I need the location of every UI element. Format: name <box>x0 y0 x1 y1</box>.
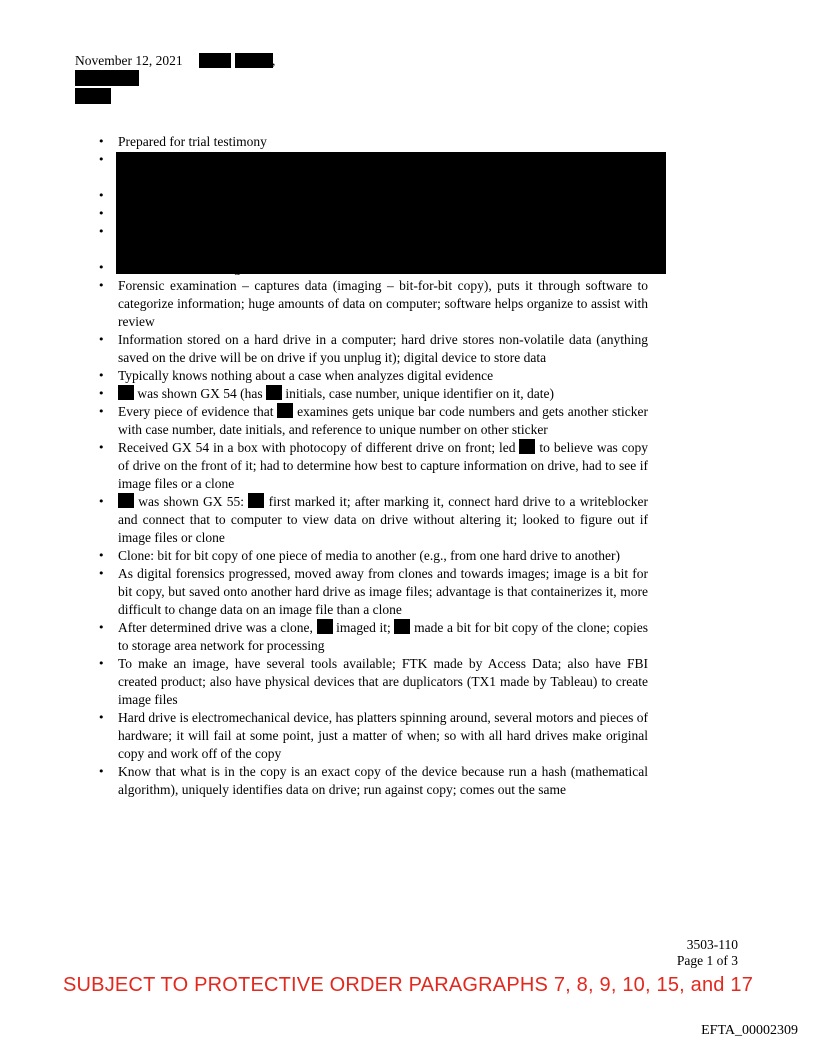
memo-header-line <box>75 53 183 69</box>
list-item <box>118 331 648 367</box>
list-item <box>118 619 648 655</box>
protective-order-notice: SUBJECT TO PROTECTIVE ORDER PARAGRAPHS 7, 8, 9, 10, 15, and 17 <box>62 974 754 996</box>
redaction-inline <box>266 385 282 400</box>
redaction-header-line-2 <box>75 70 139 86</box>
list-item-text: made a bit for bit copy of the clone; copies to storage area network for processing <box>118 620 648 653</box>
list-item <box>118 547 648 565</box>
list-item <box>118 655 648 709</box>
redaction-inline <box>248 493 264 508</box>
list-item-text: first marked it; after marking it, connect hard drive to a writeblocker and connect that to computer to view data on drive without altering it; looked to figure out if image files or clone <box>118 494 648 545</box>
redaction-header-name-2 <box>235 53 276 68</box>
list-item-text: After determined drive was a clone, <box>118 620 317 635</box>
list-item-text: Know that what is in the copy is an exact copy of the device because run a hash (mathematical algorithm), uniquely identifies data on drive; run against copy; comes out the same <box>118 764 648 797</box>
efta-bates-number: EFTA_00002309 <box>701 1023 798 1038</box>
list-item <box>118 403 648 439</box>
document-number: 3503-110 <box>686 937 738 952</box>
list-item-text: Every piece of evidence that <box>118 404 278 419</box>
document-footer <box>677 937 738 969</box>
list-item-text: Prepared for trial testimony <box>118 134 267 149</box>
list-item <box>118 763 648 799</box>
list-item <box>118 277 648 331</box>
memo-date: November 12, 2021 <box>75 53 183 68</box>
list-item <box>118 439 648 493</box>
list-item-text: Clone: bit for bit copy of one piece of media to another (e.g., from one hard drive to another) <box>118 548 620 563</box>
redaction-inline <box>394 619 410 634</box>
list-item <box>118 385 648 403</box>
page-number: Page 1 of 3 <box>676 953 738 968</box>
list-item-text: was shown GX 55: <box>134 494 249 509</box>
redaction-header-name-1 <box>199 53 231 68</box>
list-item-text: to believe was copy of drive on the front of it; had to determine how best to capture information on drive, had to see if image files or a clone <box>118 440 649 491</box>
list-item-text: imaged it; <box>332 620 395 635</box>
list-item-text: Hard drive is electromechanical device, has platters spinning around, several motors and pieces of hardware; it will fail at some point, just a matter of when; so with all hard drives make original copy and work off of the copy <box>118 710 648 761</box>
redaction-inline <box>277 403 293 418</box>
redaction-block-large <box>116 152 666 274</box>
redaction-inline <box>118 385 134 400</box>
list-item-text: To make an image, have several tools available; FTK made by Access Data; also have FBI created product; also have physical devices that are duplicators (TX1 made by Tableau) to create image files <box>118 656 648 707</box>
list-item-text: initials, case number, unique identifier on it, date) <box>282 386 555 401</box>
redaction-header-line-3 <box>75 88 111 104</box>
list-item-text: Forensic examination – captures data (imaging – bit-for-bit copy), puts it through software to categorize information; huge amounts of data on computer; software helps organize to assist with review <box>118 278 648 329</box>
list-item-text: examines gets unique bar code numbers and gets another sticker with case number, date initials, and reference to unique number on other sticker <box>118 404 649 437</box>
redaction-inline <box>317 619 333 634</box>
list-item-text: Received GX 54 in a box with photocopy of different drive on front; led <box>118 440 520 455</box>
list-item <box>118 565 648 619</box>
list-item-text: was shown GX 54 (has <box>134 386 266 401</box>
list-item <box>118 493 648 547</box>
list-item-text: Typically knows nothing about a case when analyzes digital evidence <box>118 368 494 383</box>
header-comma: , <box>272 53 276 68</box>
list-item <box>118 709 648 763</box>
list-item-text: As digital forensics progressed, moved away from clones and towards images; image is a bit for bit copy, but saved onto another hard drive as image files; advantage is that containerizes it, more difficult to change data on an image file than a clone <box>118 566 648 617</box>
list-item-text: Information stored on a hard drive in a computer; hard drive stores non-volatile data (anything saved on the drive will be on drive if you unplug it); digital device to store data <box>118 332 648 365</box>
list-item <box>118 367 648 385</box>
redaction-inline <box>118 493 134 508</box>
redaction-inline <box>519 439 535 454</box>
list-item <box>118 133 648 151</box>
